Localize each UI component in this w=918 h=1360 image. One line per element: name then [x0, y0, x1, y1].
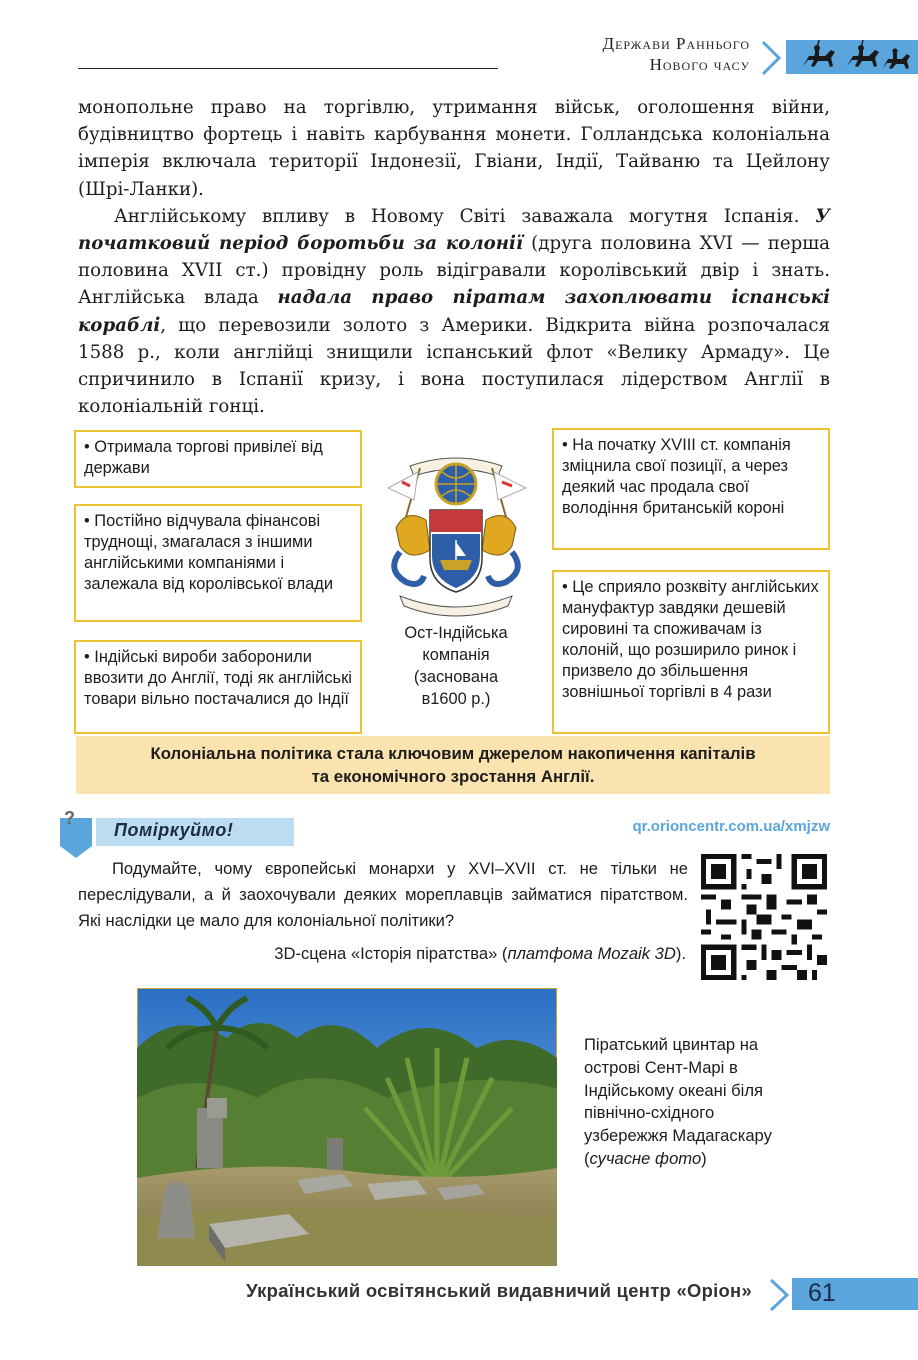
think-question: [78, 856, 688, 934]
qr-link[interactable]: qr.orioncentr.com.ua/xmjzw: [632, 818, 830, 835]
paragraph-2: [78, 203, 830, 421]
header-chevron-icon: [760, 40, 782, 76]
diagram-box-left-3: • Індійські вироби заборонили ввозити до Англії, тоді як англійські товари вільно постачалися до Індії: [74, 640, 362, 734]
p2-emphasis-1: У початковий період боротьби за колонії: [78, 205, 830, 255]
think-title: Поміркуймо!: [114, 820, 234, 840]
coat-caption-line4: в1600 р.): [421, 690, 491, 708]
page-number: 61: [808, 1279, 836, 1307]
scene-ref-a: 3D-сцена «Історія піратства» (: [274, 944, 508, 963]
scene-ref-c: ).: [675, 944, 686, 963]
paragraph-1: монопольне право на торгівлю, утримання військ, оголошення війни, будівництво фортець і навіть карбування монети. Голландська колоніальна імперія включала території Індонезії, Гвіани, Індії, Тайваню та Цейлону (Шрі-Ланки).: [78, 97, 830, 200]
p2-part-a: Англійському впливу в Новому Світі заважала могутня Іспанія.: [114, 205, 816, 227]
photo-caption-c: ): [701, 1148, 707, 1168]
pirate-cemetery-photo: [137, 988, 557, 1266]
question-mark-icon: ?: [64, 808, 75, 828]
photo-caption-a: Піратський цвинтар на острові Сент-Марі в Індійському океані біля північно-східного узбережжя Мадагаскару (: [584, 1035, 772, 1168]
diagram-box-left-2: • Постійно відчувала фінансові труднощі, змагалася з іншими англійськими компаніями і залежала від королівської влади: [74, 504, 362, 622]
chapter-title-line2: Нового часу: [649, 55, 750, 74]
horse-riders-icon: [795, 36, 915, 76]
photo-caption: [584, 1034, 774, 1171]
coat-caption-line3: (заснована: [413, 668, 499, 686]
summary-line2: та економічного зростання Англії.: [311, 767, 595, 786]
body-text: [78, 94, 830, 420]
think-question-text: Подумайте, чому європейські монархи у XVI–XVII ст. не тільки не переслідували, а й заохочували деяких мореплавців займатися піратством. Які наслідки це мало для колоніальної політики?: [78, 859, 688, 930]
footer-chevron-icon: [768, 1278, 790, 1312]
coat-of-arms-caption: [380, 622, 532, 710]
chapter-title-line1: Держави Раннього: [602, 34, 750, 53]
p2-part-e: , що перевозили золото з Америки. Відкрита війна розпочалася 1588 р., коли англійці знищили іспанський флот «Велику Армаду». Це спричинило в Іспанії кризу, і вона поступилася лідерством Англії в колоніальній гонці.: [78, 314, 830, 418]
header-rule: [78, 68, 498, 69]
p2-part-c: (друга половина XVI — перша половина XVII ст.) провідну роль відігравали королівський двір і знать. Англійська влада: [78, 233, 830, 309]
scene-ref-platform: платфома Mozaik 3D: [507, 944, 676, 963]
summary-line1: Колоніальна політика стала ключовим джерелом накопичення капіталів: [150, 744, 756, 763]
p2-emphasis-2: надала право піратам захоплювати іспанські кораблі: [78, 287, 830, 336]
diagram-box-right-1: • На початку XVIII ст. компанія зміцнила свої позиції, а через деякий час продала свої володіння британській короні: [552, 428, 830, 550]
coat-caption-line2: компанія: [422, 646, 490, 664]
diagram-box-left-1: • Отримала торгові привілеї від держави: [74, 430, 362, 488]
coat-caption-line1: Ост-Індійська: [404, 624, 508, 642]
diagram-box-right-2: • Це сприяло розквіту англійських мануфактур завдяки дешевій сировині та споживачам із колоній, що розширило ринок і призвело до збільшення зовнішньої торгівлі в 4 рази: [552, 570, 830, 734]
scene-reference: [274, 941, 686, 967]
photo-caption-italic: сучасне фото: [589, 1148, 702, 1168]
publisher-name: Український освітянський видавничий центр «Оріон»: [246, 1280, 752, 1301]
chapter-title: [602, 33, 750, 75]
east-india-company-coat-of-arms-icon: [380, 448, 532, 618]
diagram-summary: [76, 736, 830, 794]
qr-code-icon[interactable]: [700, 854, 828, 980]
